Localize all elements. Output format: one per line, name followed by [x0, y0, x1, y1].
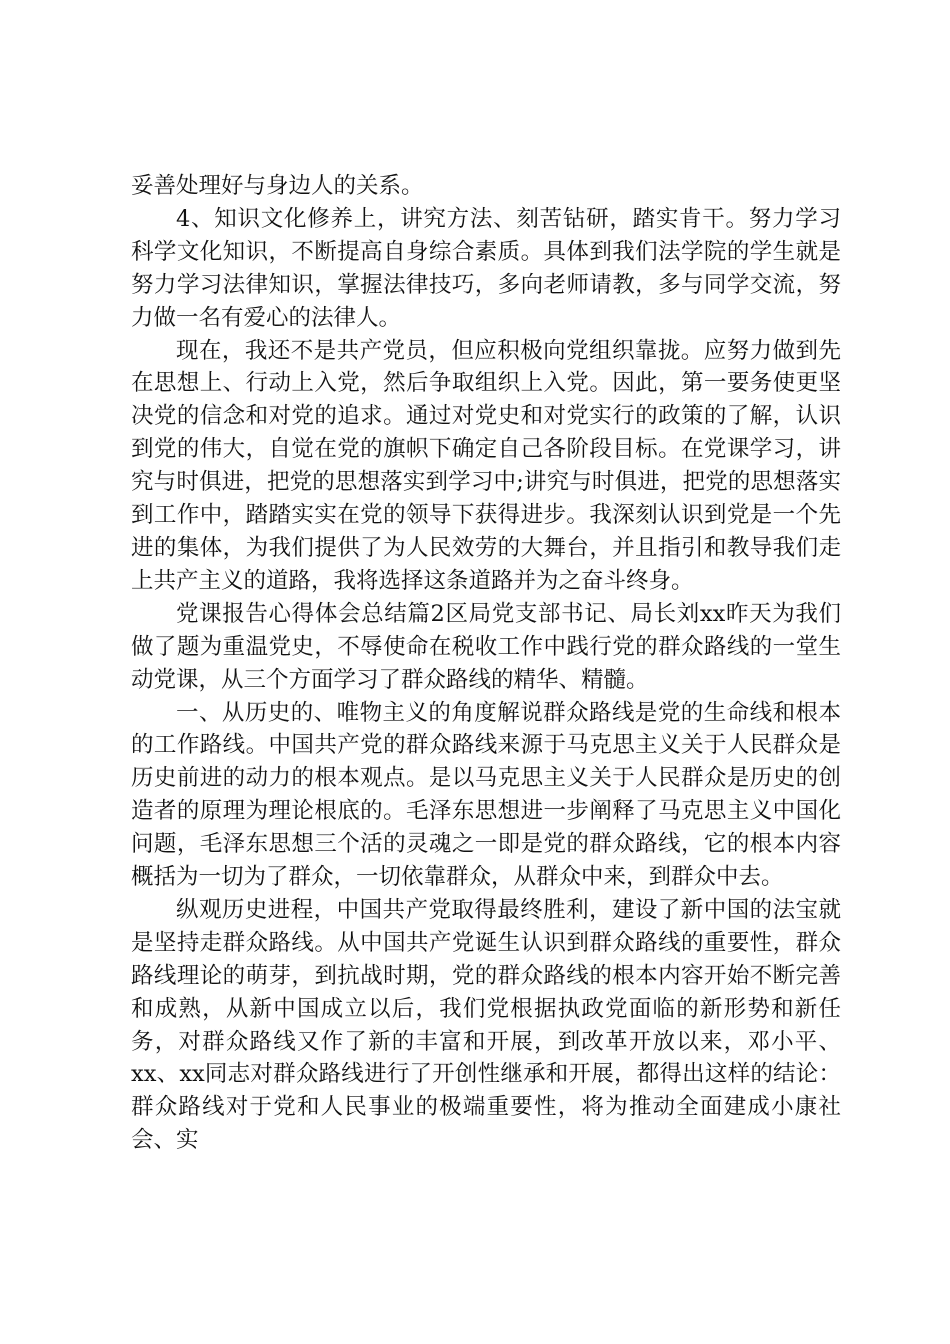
document-page — [131, 170, 841, 1157]
paragraph-knowledge-culture: 4、知识文化修养上，讲究方法、刻苦钻研，踏实肯干。努力学习科学文化知识，不断提高自身综合素质。具体到我们法学院的学生就是努力学习法律知识，掌握法律技巧，多向老师请教，多与同学交流，努力做一名有爱心的法律人。 — [131, 205, 841, 331]
paragraph-party-lecture-intro: 党课报告心得体会总结篇2区局党支部书记、局长刘xx昨天为我们做了题为重温党史，不辱使命在税收工作中践行党的群众路线的一堂生动党课，从三个方面学习了群众路线的精华、精髓。 — [131, 600, 841, 693]
paragraph-relations-tail: 妥善处理好与身边人的关系。 — [131, 173, 424, 199]
paragraph-mass-line-history: 一、从历史的、唯物主义的角度解说群众路线是党的生命线和根本的工作路线。中国共产党的群众路线来源于马克思主义关于人民群众是历史前进的动力的根本观点。是以马克思主义关于人民群众是历史的创造者的原理为理论根底的。毛泽东思想进一步阐释了马克思主义中国化问题，毛泽东思想三个活的灵魂之一即是党的群众路线，它的根本内容概括为一切为了群众，一切依靠群众，从群众中来，到群众中去。 — [131, 699, 841, 891]
paragraph-historical-process: 纵观历史进程，中国共产党取得最终胜利，建设了新中国的法宝就是坚持走群众路线。从中国共产党诞生认识到群众路线的重要性，群众路线理论的萌芽，到抗战时期，党的群众路线的根本内容开始不断完善和成熟，从新中国成立以后，我们党根据执政党面临的新形势和新任务，对群众路线又作了新的丰富和开展，到改革开放以来，邓小平、xx、xx同志对群众路线进行了开创性继承和开展，都得出这样的结论：群众路线对于党和人民事业的极端重要性，将为推动全面建成小康社会、实 — [131, 896, 841, 1154]
paragraph-joining-party: 现在，我还不是共产党员，但应积极向党组织靠拢。应努力做到先在思想上、行动上入党，然后争取组织上入党。因此，第一要务使更坚决党的信念和对党的追求。通过对党史和对党实行的政策的了解，认识到党的伟大，自觉在党的旗帜下确定自己各阶段目标。在党课学习，讲究与时俱进，把党的思想落实到学习中;讲究与时俱进，把党的思想落实到工作中，踏踏实实在党的领导下获得进步。我深刻认识到党是一个先进的集体，为我们提供了为人民效劳的大舞台，并且指引和教导我们走上共产主义的道路，我将选择这条道路并为之奋斗终身。 — [131, 337, 841, 594]
